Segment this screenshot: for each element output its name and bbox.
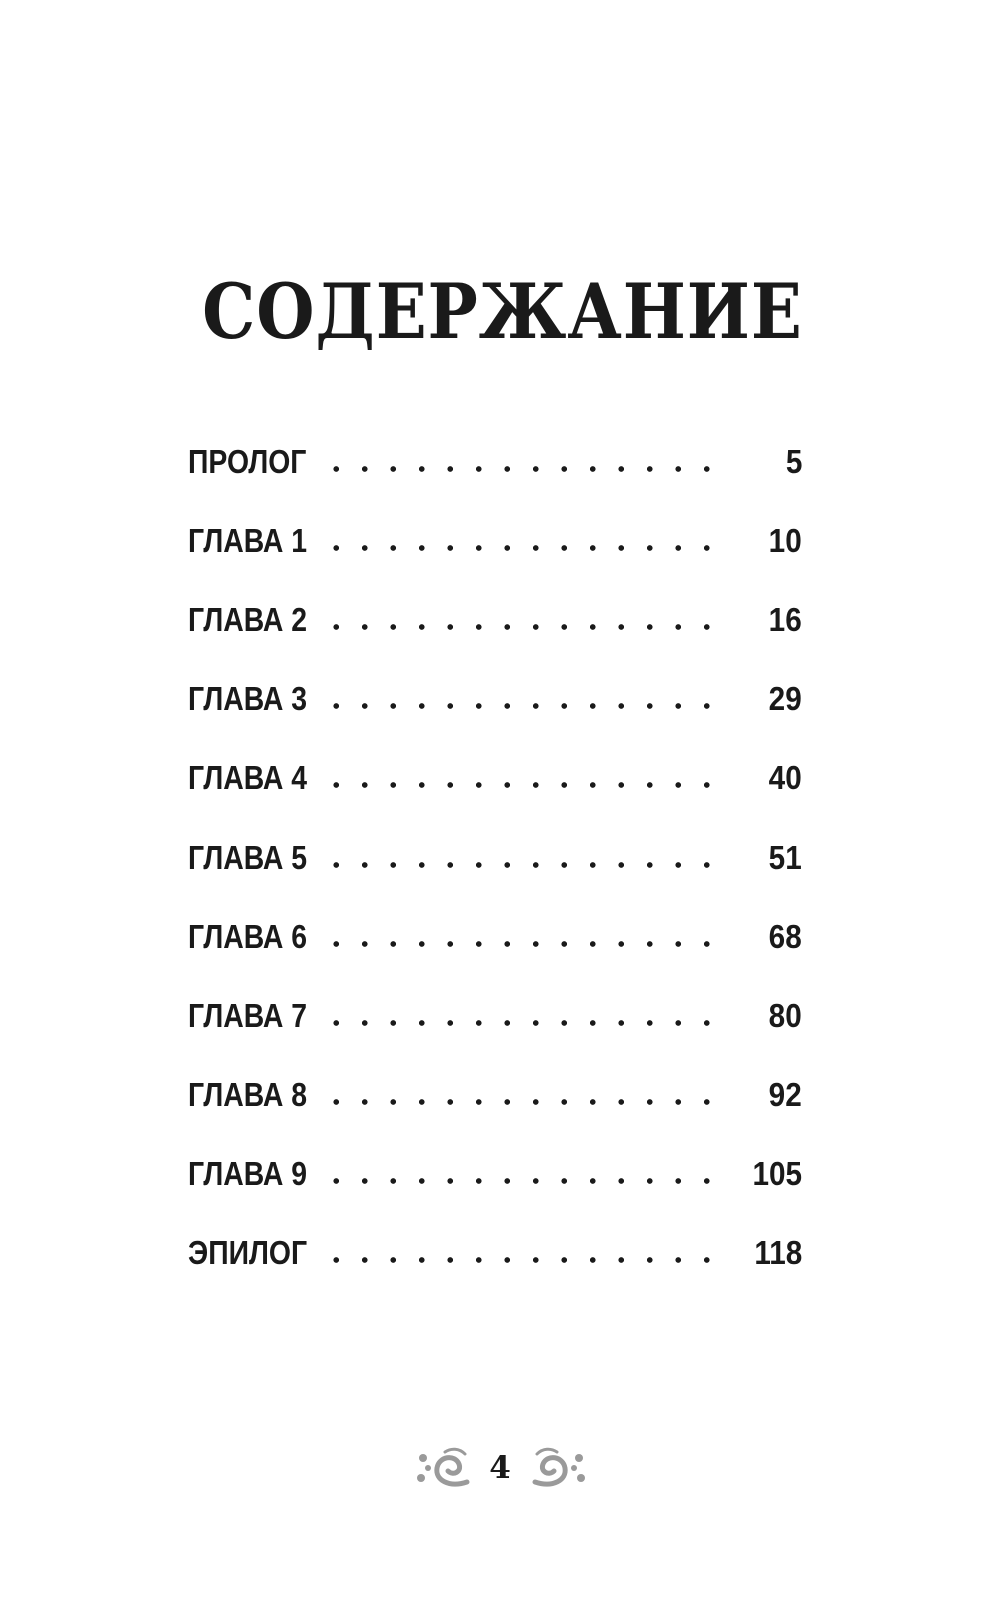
toc-entry-page: 51 — [768, 838, 802, 876]
toc-entry — [188, 580, 802, 659]
toc-entry-page: 92 — [768, 1076, 802, 1114]
dot-leader — [322, 703, 732, 709]
toc-entry-page: 105 — [752, 1155, 802, 1193]
toc-entry-title: ГЛАВА 5 — [188, 838, 308, 876]
toc-entry-page: 16 — [768, 600, 802, 638]
page-footer — [0, 1440, 1000, 1496]
dot-leader — [322, 941, 732, 947]
swirl-ornament-icon — [415, 1442, 475, 1494]
dot-leader — [322, 1178, 732, 1184]
toc-entry-title: ПРОЛОГ — [188, 442, 307, 480]
toc-entry-title: ГЛАВА 6 — [188, 917, 308, 955]
toc-entry — [188, 897, 802, 976]
toc-entry-page: 68 — [768, 917, 802, 955]
toc-entry — [188, 422, 802, 501]
toc-entry — [188, 818, 802, 897]
page-number: 4 — [489, 1450, 511, 1486]
swirl-ornament-icon — [527, 1442, 587, 1494]
dot-leader — [322, 545, 732, 551]
toc-entry-page: 29 — [768, 680, 802, 718]
toc-entry-page: 5 — [785, 442, 802, 480]
toc-entry — [188, 660, 802, 739]
toc-entry-title: ГЛАВА 3 — [188, 680, 308, 718]
dot-leader — [322, 624, 732, 630]
toc-entry — [188, 501, 802, 580]
toc-entry-page: 118 — [754, 1234, 802, 1272]
toc-entry-title: ГЛАВА 9 — [188, 1155, 308, 1193]
toc-entry — [188, 739, 802, 818]
toc-entry — [188, 976, 802, 1055]
toc-entry — [188, 1214, 802, 1293]
toc-entry-title: ГЛАВА 8 — [188, 1076, 308, 1114]
toc-entry-title: ГЛАВА 2 — [188, 600, 308, 638]
dot-leader — [322, 1020, 732, 1026]
toc-entry-title: ЭПИЛОГ — [188, 1234, 308, 1272]
toc-entry-title: ГЛАВА 1 — [188, 521, 308, 559]
toc-entry-page: 80 — [768, 996, 802, 1034]
dot-leader — [322, 466, 732, 472]
toc-entry-page: 40 — [768, 759, 802, 797]
table-of-contents — [188, 422, 802, 1293]
toc-entry — [188, 1056, 802, 1135]
toc-entry-title: ГЛАВА 4 — [188, 759, 308, 797]
dot-leader — [322, 1099, 732, 1105]
toc-entry-title: ГЛАВА 7 — [188, 996, 308, 1034]
toc-entry — [188, 1135, 802, 1214]
toc-entry-page: 10 — [768, 521, 802, 559]
dot-leader — [322, 1257, 732, 1263]
dot-leader — [322, 862, 732, 868]
page-title: СОДЕРЖАНИЕ — [202, 267, 803, 356]
dot-leader — [322, 782, 732, 788]
